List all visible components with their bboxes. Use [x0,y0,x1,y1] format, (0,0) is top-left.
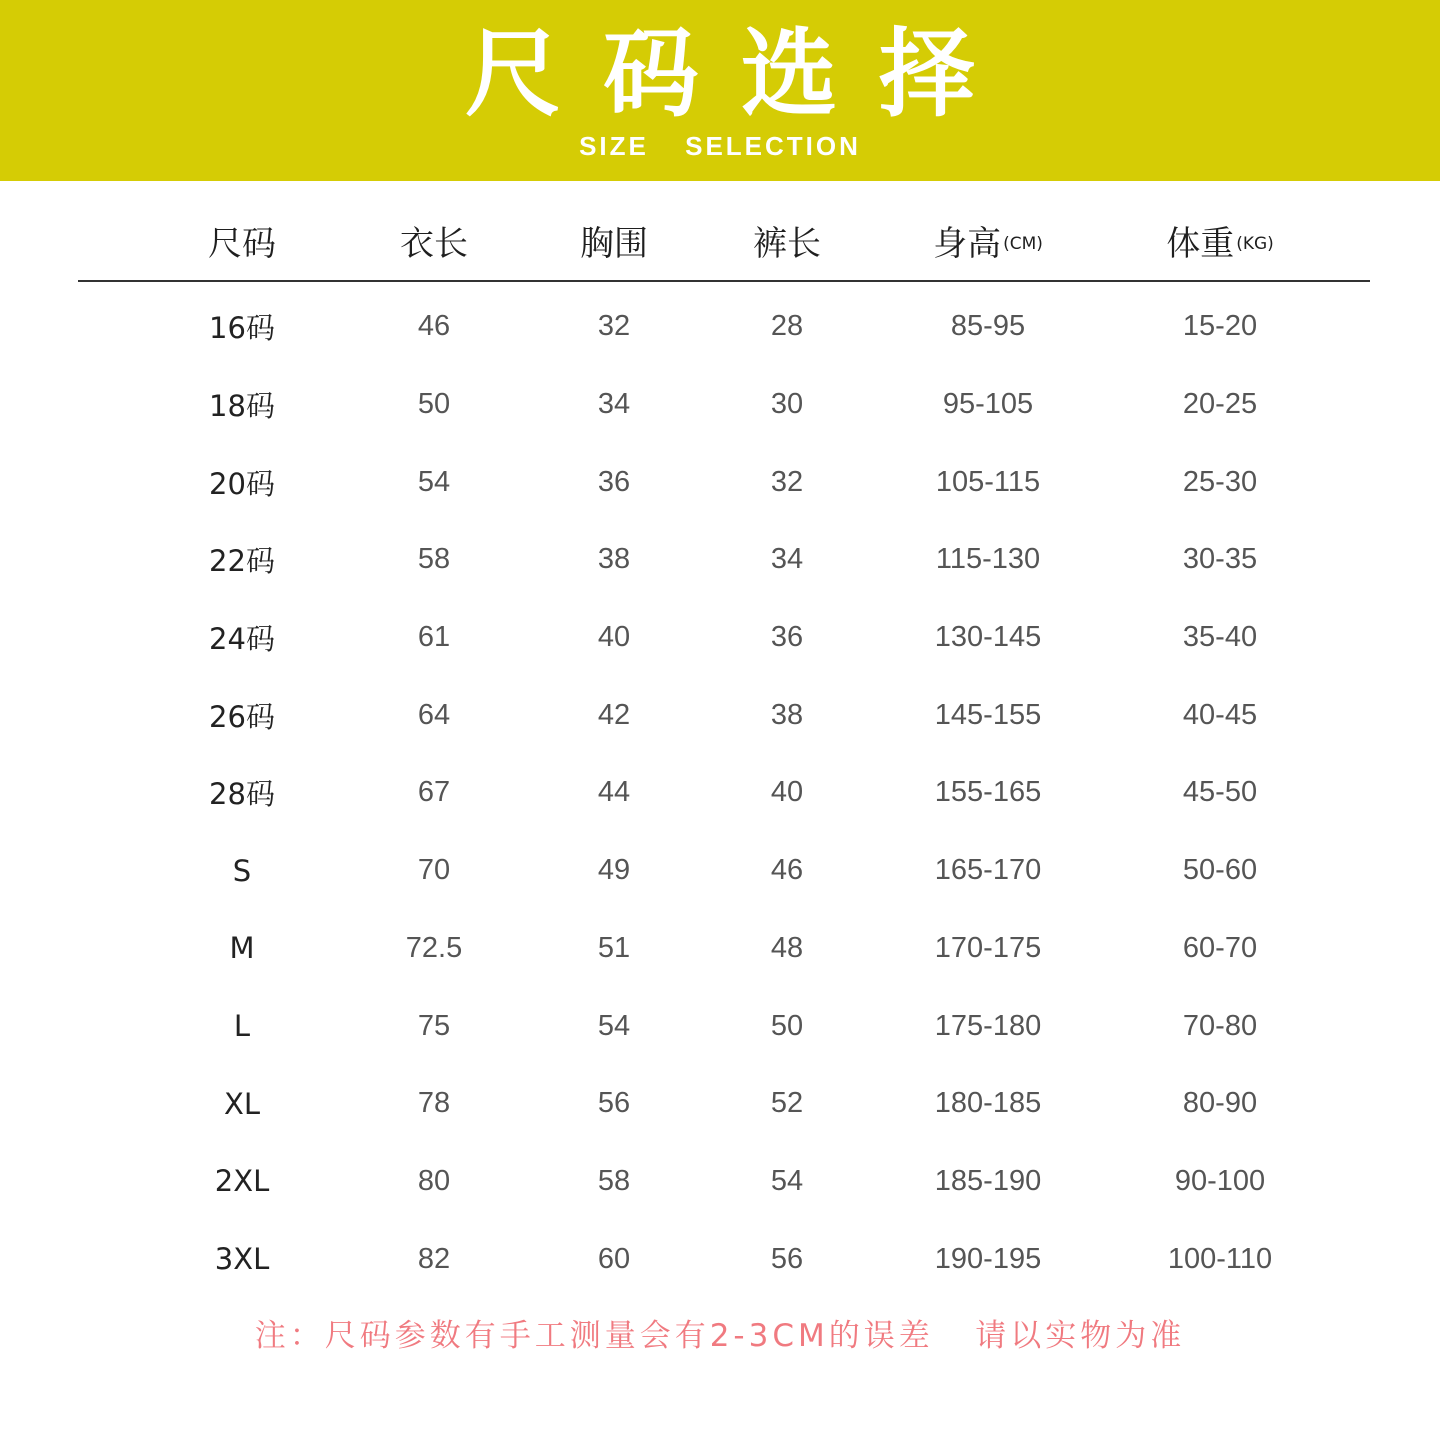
table-row [0,599,1440,677]
cell-length: 70 [417,854,451,887]
cell-size: XL [223,1086,261,1121]
table-row [0,366,1440,444]
cell-weight: 30-35 [1182,543,1258,576]
cell-pants-length: 28 [770,310,804,343]
table-row [0,288,1440,366]
table-row [0,832,1440,910]
cell-size: 2XL [214,1164,270,1199]
cell-weight: 90-100 [1174,1164,1266,1197]
header-length [334,200,534,280]
header-pants-length-label: 裤长 [753,223,821,264]
cell-height: 185-190 [934,1164,1042,1197]
cell-height: 85-95 [950,310,1026,343]
cell-size: 26码 [209,699,275,734]
header-weight-label: 体重 [1166,223,1235,264]
table-row [0,676,1440,754]
cell-length: 50 [417,388,451,421]
cell-length: 78 [417,1087,451,1120]
cell-length: 64 [417,698,451,731]
cell-height: 170-175 [934,931,1042,964]
cell-height: 95-105 [942,388,1034,421]
measurement-note: 注：尺码参数有手工测量会有2-3CM的误差 请以实物为准 [254,1318,1186,1354]
cell-pants-length: 30 [770,388,804,421]
cell-length: 75 [417,1009,451,1042]
header-chest-label: 胸围 [580,223,648,264]
header-length-label: 衣长 [400,223,468,264]
cell-chest: 42 [597,698,631,731]
cell-chest: 34 [597,388,631,421]
cell-size: 22码 [209,544,275,579]
table-row [0,910,1440,988]
cell-pants-length: 40 [770,776,804,809]
table-row [0,1220,1440,1298]
header-chest [514,200,714,280]
cell-height: 155-165 [934,776,1042,809]
cell-length: 61 [417,621,451,654]
cell-chest: 51 [597,931,631,964]
header-height-unit: (CM) [1003,234,1043,254]
table-row [0,987,1440,1065]
cell-height: 130-145 [934,621,1042,654]
cell-size: S [232,853,252,888]
cell-chest: 36 [597,465,631,498]
header-weight [1070,200,1370,280]
cell-length: 80 [417,1164,451,1197]
cell-pants-length: 46 [770,854,804,887]
cell-weight: 60-70 [1182,931,1258,964]
cell-pants-length: 36 [770,621,804,654]
cell-pants-length: 34 [770,543,804,576]
table-row [0,443,1440,521]
cell-weight: 35-40 [1182,621,1258,654]
table-row [0,1143,1440,1221]
cell-size: 18码 [209,389,275,424]
cell-chest: 32 [597,310,631,343]
page-subtitle: SIZE SELECTION [579,131,861,161]
cell-pants-length: 32 [770,465,804,498]
cell-height: 145-155 [934,698,1042,731]
cell-weight: 45-50 [1182,776,1258,809]
cell-size: 28码 [209,777,275,812]
table-row [0,521,1440,599]
cell-weight: 40-45 [1182,698,1258,731]
cell-size: M [229,931,255,966]
title-banner [0,0,1440,181]
header-size-label: 尺码 [208,223,276,264]
cell-length: 72.5 [405,931,463,964]
table-row [0,754,1440,832]
cell-chest: 40 [597,621,631,654]
cell-length: 54 [417,465,451,498]
cell-pants-length: 56 [770,1242,804,1275]
header-divider [78,280,1370,282]
header-height-label: 身高 [933,223,1002,264]
cell-height: 115-130 [935,543,1041,576]
cell-weight: 50-60 [1182,854,1258,887]
cell-height: 105-115 [935,465,1041,498]
cell-weight: 70-80 [1182,1009,1258,1042]
cell-length: 82 [417,1242,451,1275]
cell-length: 46 [417,310,451,343]
cell-weight: 15-20 [1182,310,1258,343]
table-header [0,200,1440,280]
cell-length: 58 [417,543,451,576]
cell-weight: 20-25 [1182,388,1258,421]
cell-pants-length: 38 [770,698,804,731]
table-body [0,288,1440,1298]
cell-weight: 100-110 [1167,1242,1273,1275]
cell-weight: 80-90 [1182,1087,1258,1120]
cell-chest: 56 [597,1087,631,1120]
cell-chest: 38 [597,543,631,576]
cell-pants-length: 52 [770,1087,804,1120]
cell-chest: 44 [597,776,631,809]
header-size [142,200,342,280]
page-title: 尺码选择 [465,18,1017,130]
cell-pants-length: 48 [770,931,804,964]
cell-chest: 60 [597,1242,631,1275]
cell-weight: 25-30 [1182,465,1258,498]
cell-length: 67 [417,776,451,809]
size-table [0,200,1440,280]
table-row [0,1065,1440,1143]
cell-size: 16码 [209,311,275,346]
cell-chest: 49 [597,854,631,887]
cell-pants-length: 54 [770,1164,804,1197]
cell-pants-length: 50 [770,1009,804,1042]
cell-height: 175-180 [934,1009,1042,1042]
cell-height: 165-170 [934,854,1042,887]
header-weight-unit: (KG) [1236,234,1274,254]
cell-size: 20码 [209,466,275,501]
cell-size: L [233,1009,251,1044]
cell-height: 180-185 [934,1087,1042,1120]
cell-chest: 54 [597,1009,631,1042]
cell-size: 3XL [214,1242,270,1277]
cell-height: 190-195 [934,1242,1042,1275]
cell-size: 24码 [209,622,275,657]
cell-chest: 58 [597,1164,631,1197]
